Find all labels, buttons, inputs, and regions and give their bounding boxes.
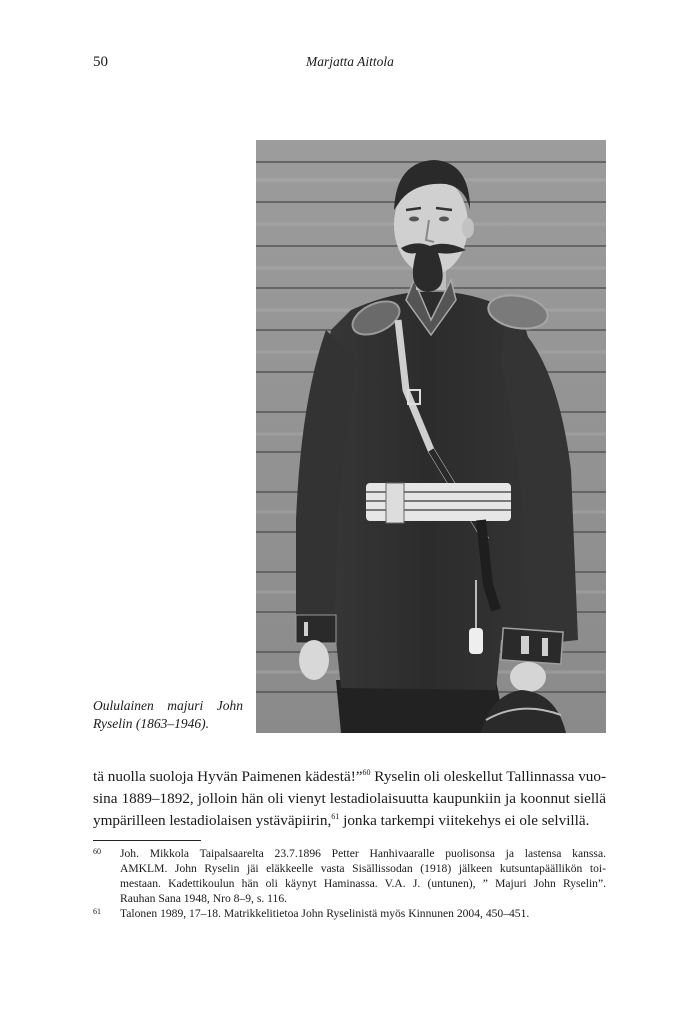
body-line xyxy=(93,766,606,788)
body-line xyxy=(93,788,606,810)
footnote-line: AMKLM. John Ryselin jäi eläkkeelle vasta Sisällissodan (1918) jälkeen kutsuntapäällikön toi- xyxy=(120,862,606,875)
footnote-61 xyxy=(93,906,606,921)
footnote-ref-61[interactable]: 61 xyxy=(331,812,340,821)
footnote-line: mestaan. Kadettikoulun hän oli käynyt Haminassa. V.A. J. (untunen), ” Majuri John Ryselin”. xyxy=(120,877,606,890)
footnote-divider xyxy=(93,840,201,841)
portrait-photo xyxy=(256,140,606,733)
body-text-segment: tä nuolla suoloja Hyvän Paimenen kädestä!” xyxy=(93,768,363,785)
footnotes xyxy=(93,846,606,921)
left-hand xyxy=(299,640,329,680)
footnote-ref-60[interactable]: 60 xyxy=(362,768,371,777)
sword-tassel xyxy=(469,628,483,654)
caption-line: Oululainen majuri John xyxy=(93,698,243,713)
body-text-segment: jonka tarkempi viitekehys ei ole selvillä. xyxy=(339,812,590,829)
running-head-author: Marjatta Aittola xyxy=(306,54,394,69)
figure-caption xyxy=(93,697,243,732)
body-line xyxy=(93,810,606,832)
footnote-number: 60 xyxy=(93,847,101,856)
body-text-segment: Ryselin oli oleskellut Tallinnassa vuo- xyxy=(370,768,607,785)
footnote-60 xyxy=(93,846,606,906)
body-text-segment: ympärilleen lestadiolaisen ystäväpiirin, xyxy=(93,812,332,829)
footnote-number: 61 xyxy=(93,907,101,916)
running-head xyxy=(0,54,700,70)
footnote-line: Talonen 1989, 17–18. Matrikkelitietoa John Ryselinistä myös Kinnunen 2004, 450–451. xyxy=(120,907,530,920)
body-text-segment: sina 1889–1892, jolloin hän oli vienyt lestadiolaisuutta kaupunkiin ja koonnut siellä xyxy=(93,790,606,807)
right-hand xyxy=(510,662,546,692)
footnote-line: Joh. Mikkola Taipalsaarelta 23.7.1896 Petter Hanhivaaralle puolisonsa ja lastensa kanssa. xyxy=(120,847,606,860)
footnote-line: Rauhan Sana 1948, Nro 8–9, s. 116. xyxy=(120,892,288,905)
portrait-illustration xyxy=(256,140,606,733)
body-paragraph xyxy=(93,766,606,832)
caption-line: Ryselin (1863–1946). xyxy=(93,715,209,731)
page-number: 50 xyxy=(93,54,108,70)
